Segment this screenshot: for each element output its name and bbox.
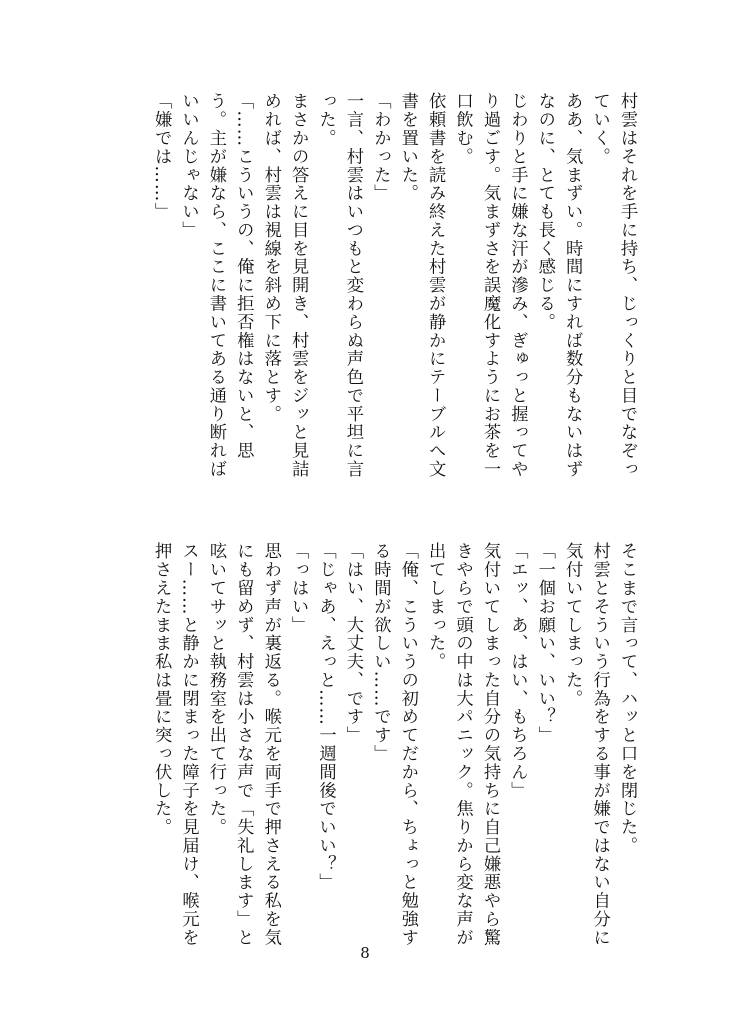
paragraph: 「俺、こういうの初めてだから、ちょっと勉強する時間が欲しい……です」 xyxy=(370,542,418,947)
paragraph: 一言、村雲はいつもと変わらぬ声色で平坦に言った。 xyxy=(315,92,363,479)
paragraph: 「じゃあ、えっと……一週間後でいい？」 xyxy=(315,542,336,892)
paragraph: 「嫌では……」 xyxy=(151,92,172,221)
paragraph: 「はい、大丈夫、です」 xyxy=(342,542,363,745)
paragraph: 依頼書を読み終えた村雲が静かにテーブルへ文書を置いた。 xyxy=(397,92,446,479)
page-number: 8 xyxy=(360,944,370,962)
paragraph: 「っはい」 xyxy=(288,542,309,634)
paragraph: 「エッ、あ、はい、もちろん」 xyxy=(507,542,528,800)
paragraph: まさかの答えに目を見開き、村雲をジッと見詰めれば、村雲は視線を斜め下に落とす。 xyxy=(260,92,309,479)
paragraph: 「わかった」 xyxy=(370,92,391,203)
paragraph: 思わず声が裏返る。喉元を両手で押さえる私を気にも留めず、村雲は小さな声で「失礼します」と呟いてサッと執務室を出て行った。 xyxy=(205,542,281,947)
upper-text-block xyxy=(147,92,640,492)
paragraph: 「……こういうの、俺に拒否権はないと、思う。主が嫌なら、ここに書いてある通り断ればいいんじゃない」 xyxy=(178,92,254,479)
paragraph: じわりと手に嫌な汗が滲み、ぎゅっと握ってやり過ごす。気まずさを誤魔化すようにお茶を一口飲む。 xyxy=(452,92,528,479)
paragraph: 村雲はそれを手に持ち、じっくりと目でなぞっていく。 xyxy=(589,92,637,479)
paragraph: スー……と静かに閉まった障子を見届け、喉元を押さえたまま私は畳に突っ伏した。 xyxy=(151,542,199,947)
paragraph: 「一個お願い、いい？」 xyxy=(534,542,555,745)
paragraph: そこまで言って、ハッと口を閉じた。 xyxy=(617,542,637,855)
paragraph: ああ、気まずい。時間にすれば数分もないはずなのに、とても長く感じる。 xyxy=(534,92,583,479)
paragraph: 気付いてしまった自分の気持ちに自己嫌悪やら驚きやらで頭の中は大パニック。焦りから変な声が出てしまった。 xyxy=(425,542,500,947)
paragraph: 村雲とそういう行為をする事が嫌ではない自分に気付いてしまった。 xyxy=(562,542,610,947)
lower-text-block xyxy=(147,542,640,962)
